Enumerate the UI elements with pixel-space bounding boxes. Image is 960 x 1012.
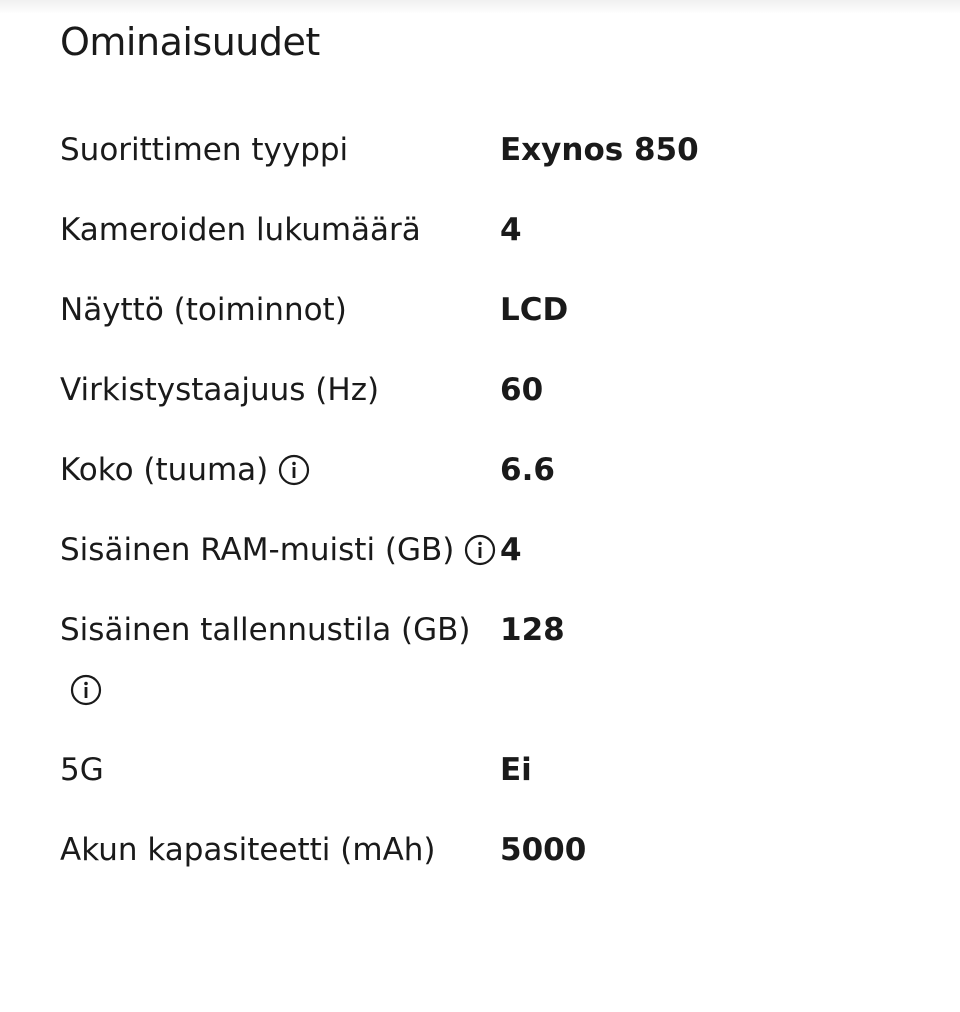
spec-row-refresh-rate [60, 360, 920, 440]
spec-row-size [60, 440, 920, 520]
info-icon[interactable] [464, 534, 496, 566]
spec-label: Kameroiden lukumäärä [60, 212, 421, 248]
spec-value: 6.6 [500, 452, 555, 488]
spec-value: 60 [500, 372, 544, 408]
spec-list [60, 120, 920, 900]
spec-label-text: Sisäinen RAM-muisti (GB) [60, 532, 455, 568]
spec-label-with-info [60, 440, 500, 500]
spec-row-ram [60, 520, 920, 600]
spec-value: Exynos 850 [500, 132, 699, 168]
spec-row-storage [60, 600, 920, 740]
spec-label-text: Sisäinen tallennustila (GB) [60, 612, 471, 648]
spec-row-5g [60, 740, 920, 820]
spec-value: 128 [500, 612, 565, 648]
section-title: Ominaisuudet [60, 20, 320, 64]
spec-value: LCD [500, 292, 569, 328]
spec-value: 4 [500, 212, 522, 248]
spec-value: 4 [500, 532, 522, 568]
spec-label-text: Koko (tuuma) [60, 452, 269, 488]
spec-label: Virkistystaajuus (Hz) [60, 372, 380, 408]
info-icon[interactable] [70, 674, 102, 706]
spec-label: Suorittimen tyyppi [60, 132, 349, 168]
spec-value: 5000 [500, 832, 587, 868]
spec-label: Näyttö (toiminnot) [60, 292, 347, 328]
top-shadow [0, 0, 960, 14]
spec-row-battery [60, 820, 920, 900]
spec-value: Ei [500, 752, 532, 788]
spec-label: Akun kapasiteetti (mAh) [60, 832, 436, 868]
info-icon[interactable] [278, 454, 310, 486]
spec-row-cameras [60, 200, 920, 280]
spec-row-display [60, 280, 920, 360]
spec-label-with-info [60, 600, 500, 720]
spec-label: 5G [60, 752, 104, 788]
spec-row-processor [60, 120, 920, 200]
spec-label-with-info [60, 520, 500, 580]
